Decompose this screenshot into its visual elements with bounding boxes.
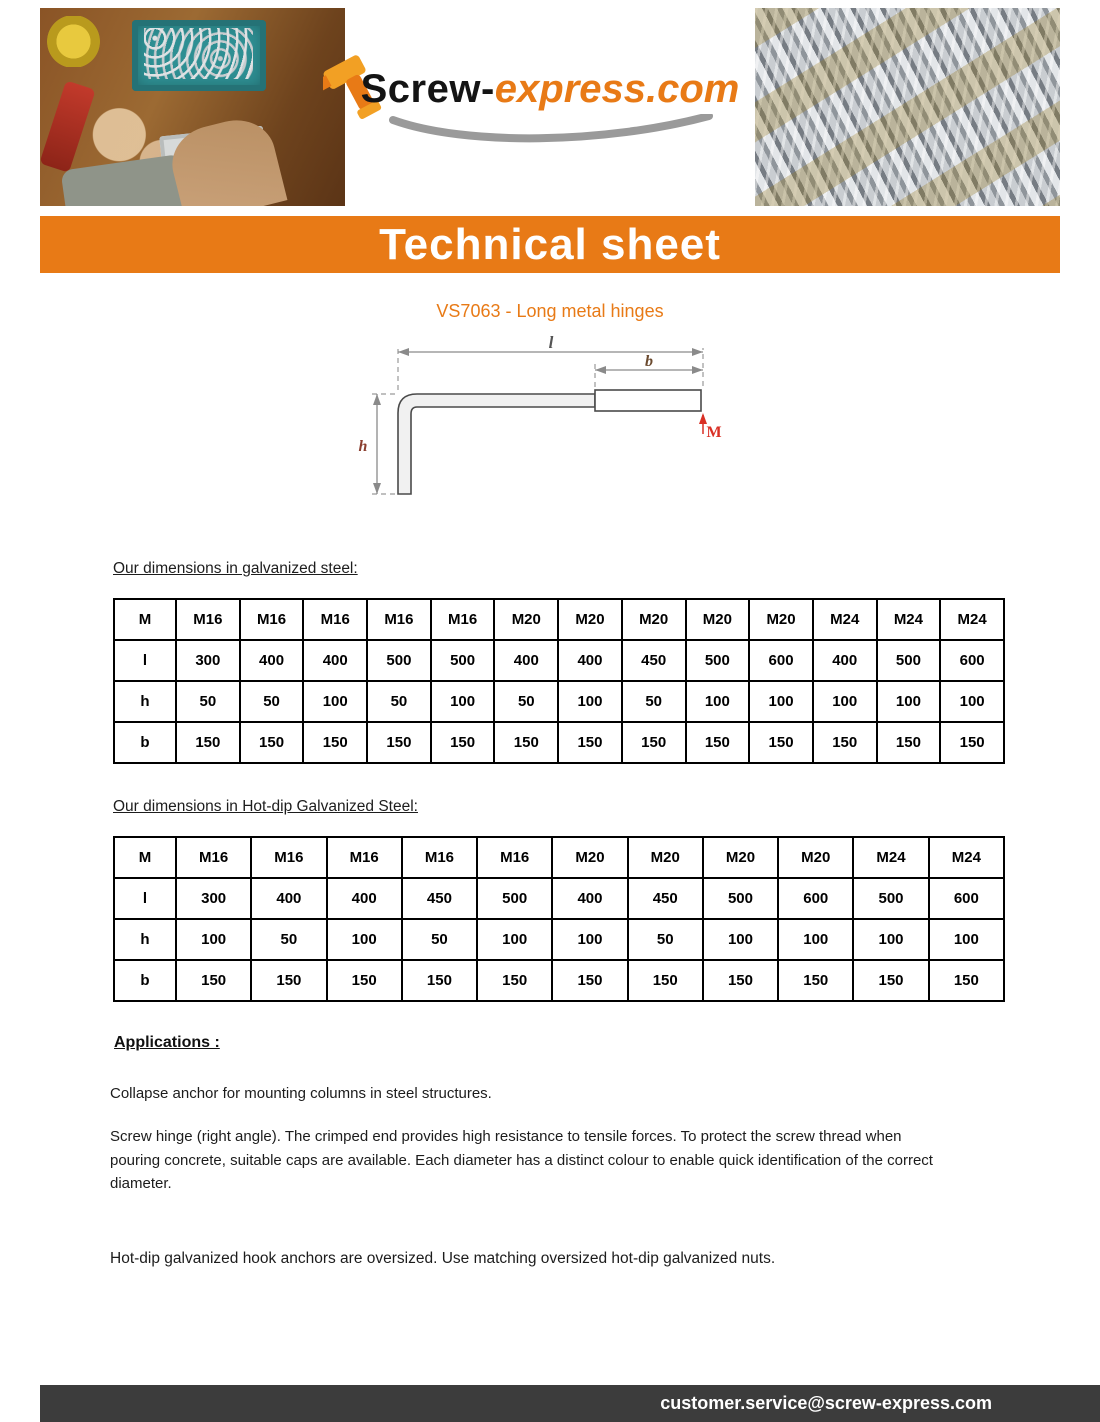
table-cell: 450: [402, 878, 477, 919]
dimension-m: [699, 413, 722, 441]
table-row: [114, 837, 1004, 878]
table-cell: 150: [367, 722, 431, 763]
table-cell: M20: [703, 837, 778, 878]
table-cell: 50: [622, 681, 686, 722]
table-cell: 50: [628, 919, 703, 960]
row-label: b: [114, 722, 176, 763]
hand-decoration: [165, 112, 288, 206]
application-paragraph: Hot-dip galvanized hook anchors are oversized. Use matching oversized hot-dip galvanized nuts.: [110, 1250, 776, 1267]
table-cell: 150: [628, 960, 703, 1001]
table-cell: 150: [778, 960, 853, 1001]
table-cell: M20: [628, 837, 703, 878]
row-label: l: [114, 640, 176, 681]
table-cell: 400: [552, 878, 627, 919]
table-cell: 500: [477, 878, 552, 919]
table-cell: 500: [367, 640, 431, 681]
table-cell: 150: [240, 722, 304, 763]
table-cell: 100: [778, 919, 853, 960]
product-title: VS7063 - Long metal hinges: [436, 301, 664, 321]
table-cell: 100: [703, 919, 778, 960]
dimension-l: [398, 336, 703, 356]
table-cell: 50: [402, 919, 477, 960]
table-cell: M20: [686, 599, 750, 640]
table-cell: 450: [628, 878, 703, 919]
contact-email: customer.service@screw-express.com: [660, 1393, 992, 1413]
table-row: [114, 878, 1004, 919]
table-cell: M16: [327, 837, 402, 878]
screwdriver-decoration: [40, 81, 95, 173]
table-cell: 100: [552, 919, 627, 960]
table-cell: 150: [402, 960, 477, 1001]
table-cell: 150: [686, 722, 750, 763]
table-cell: M24: [940, 599, 1004, 640]
table-cell: M16: [251, 837, 326, 878]
workbench-photo: [40, 8, 345, 206]
table-cell: 100: [477, 919, 552, 960]
table-cell: 150: [853, 960, 928, 1001]
table-cell: 400: [813, 640, 877, 681]
logo-block: [345, 8, 755, 206]
threaded-end: [595, 390, 701, 411]
table-cell: 150: [303, 722, 367, 763]
table-cell: 50: [176, 681, 240, 722]
table-cell: 50: [494, 681, 558, 722]
table-cell: 150: [940, 722, 1004, 763]
hook-body: [398, 394, 595, 494]
table-cell: 100: [558, 681, 622, 722]
table-cell: 100: [813, 681, 877, 722]
table-cell: 100: [431, 681, 495, 722]
table-row: [114, 599, 1004, 640]
application-paragraph: Collapse anchor for mounting columns in steel structures.: [110, 1085, 492, 1102]
galvanized-dimensions-table: [113, 598, 1005, 764]
application-paragraph: Screw hinge (right angle). The crimped end provides high resistance to tensile forces. To protect the screw thread when pouring concrete, suitable caps are available. Each diameter has a distinct colour to enable quick identification of the correct diameter.: [110, 1128, 933, 1192]
table-cell: 150: [176, 722, 240, 763]
arm-decoration: [61, 154, 190, 206]
table-cell: M16: [431, 599, 495, 640]
table-row: [114, 960, 1004, 1001]
table-cell: 50: [251, 919, 326, 960]
table-cell: M20: [494, 599, 558, 640]
logo: [361, 67, 740, 112]
applications-heading: Applications :: [114, 1034, 220, 1051]
table-cell: 400: [327, 878, 402, 919]
screws-decoration: [144, 28, 254, 79]
table-cell: 100: [940, 681, 1004, 722]
table-cell: M24: [877, 599, 941, 640]
table-cell: 150: [251, 960, 326, 1001]
screws-pile-photo: [755, 8, 1060, 206]
table-cell: 150: [431, 722, 495, 763]
table-cell: 150: [176, 960, 251, 1001]
table-cell: 100: [303, 681, 367, 722]
dimension-diagram: [0, 336, 1100, 526]
footer-bar: [40, 1385, 1100, 1422]
table-cell: 150: [558, 722, 622, 763]
table-cell: 100: [327, 919, 402, 960]
table-cell: 150: [494, 722, 558, 763]
table-cell: 100: [749, 681, 813, 722]
table-cell: M24: [929, 837, 1004, 878]
table-cell: 150: [929, 960, 1004, 1001]
table-cell: M16: [176, 599, 240, 640]
tape-measure-decoration: [46, 16, 101, 67]
table-cell: M16: [402, 837, 477, 878]
row-label: l: [114, 878, 176, 919]
table-cell: 500: [853, 878, 928, 919]
table-cell: 500: [431, 640, 495, 681]
table-cell: 100: [929, 919, 1004, 960]
row-label: h: [114, 919, 176, 960]
table-cell: M20: [622, 599, 686, 640]
table-row: [114, 919, 1004, 960]
table-cell: 600: [749, 640, 813, 681]
table-cell: M24: [813, 599, 877, 640]
hotdip-heading: Our dimensions in Hot-dip Galvanized Steel:: [113, 798, 418, 815]
table-cell: 300: [176, 640, 240, 681]
dimension-m-label: M: [706, 424, 722, 441]
table-cell: 150: [327, 960, 402, 1001]
table-cell: 500: [877, 640, 941, 681]
table-cell: M16: [176, 837, 251, 878]
table-cell: 600: [778, 878, 853, 919]
hook-anchor-drawing: [355, 336, 745, 516]
row-label: M: [114, 599, 176, 640]
table-cell: 400: [494, 640, 558, 681]
table-cell: 150: [622, 722, 686, 763]
banner-title: Technical sheet: [379, 219, 721, 269]
table-cell: 100: [176, 919, 251, 960]
table-cell: 500: [686, 640, 750, 681]
table-row: [114, 681, 1004, 722]
dimension-h: [359, 394, 381, 494]
table-cell: 50: [240, 681, 304, 722]
logo-text-screw: Screw-: [360, 66, 495, 111]
table-cell: M20: [778, 837, 853, 878]
table-cell: M20: [749, 599, 813, 640]
table-cell: M16: [303, 599, 367, 640]
table-cell: 400: [558, 640, 622, 681]
table-row: [114, 722, 1004, 763]
table-cell: 600: [940, 640, 1004, 681]
table-cell: 400: [251, 878, 326, 919]
table-cell: M16: [240, 599, 304, 640]
dimension-b: [595, 353, 703, 374]
row-label: h: [114, 681, 176, 722]
table-row: [114, 640, 1004, 681]
table-cell: M16: [477, 837, 552, 878]
row-label: b: [114, 960, 176, 1001]
table-cell: 100: [686, 681, 750, 722]
logo-text-express: express.com: [494, 66, 740, 111]
table-cell: 600: [929, 878, 1004, 919]
table-cell: M24: [853, 837, 928, 878]
table-cell: M20: [558, 599, 622, 640]
table-cell: 100: [877, 681, 941, 722]
galvanized-heading: Our dimensions in galvanized steel:: [113, 560, 358, 577]
hotdip-dimensions-table: [113, 836, 1005, 1002]
table-cell: 450: [622, 640, 686, 681]
technical-sheet-banner: [40, 216, 1060, 273]
table-cell: 150: [877, 722, 941, 763]
table-cell: 150: [552, 960, 627, 1001]
table-cell: 50: [367, 681, 431, 722]
logo-swoosh: [385, 114, 715, 148]
dimension-b-label: b: [645, 353, 653, 370]
table-cell: 500: [703, 878, 778, 919]
header: [0, 0, 1100, 208]
table-cell: 300: [176, 878, 251, 919]
dimension-l-label: l: [548, 336, 554, 352]
dimension-h-label: h: [358, 438, 368, 455]
table-cell: 150: [749, 722, 813, 763]
table-cell: 100: [853, 919, 928, 960]
table-cell: 150: [477, 960, 552, 1001]
row-label: M: [114, 837, 176, 878]
table-cell: 400: [303, 640, 367, 681]
table-cell: M20: [552, 837, 627, 878]
table-cell: 400: [240, 640, 304, 681]
table-cell: 150: [813, 722, 877, 763]
table-cell: 150: [703, 960, 778, 1001]
table-cell: M16: [367, 599, 431, 640]
